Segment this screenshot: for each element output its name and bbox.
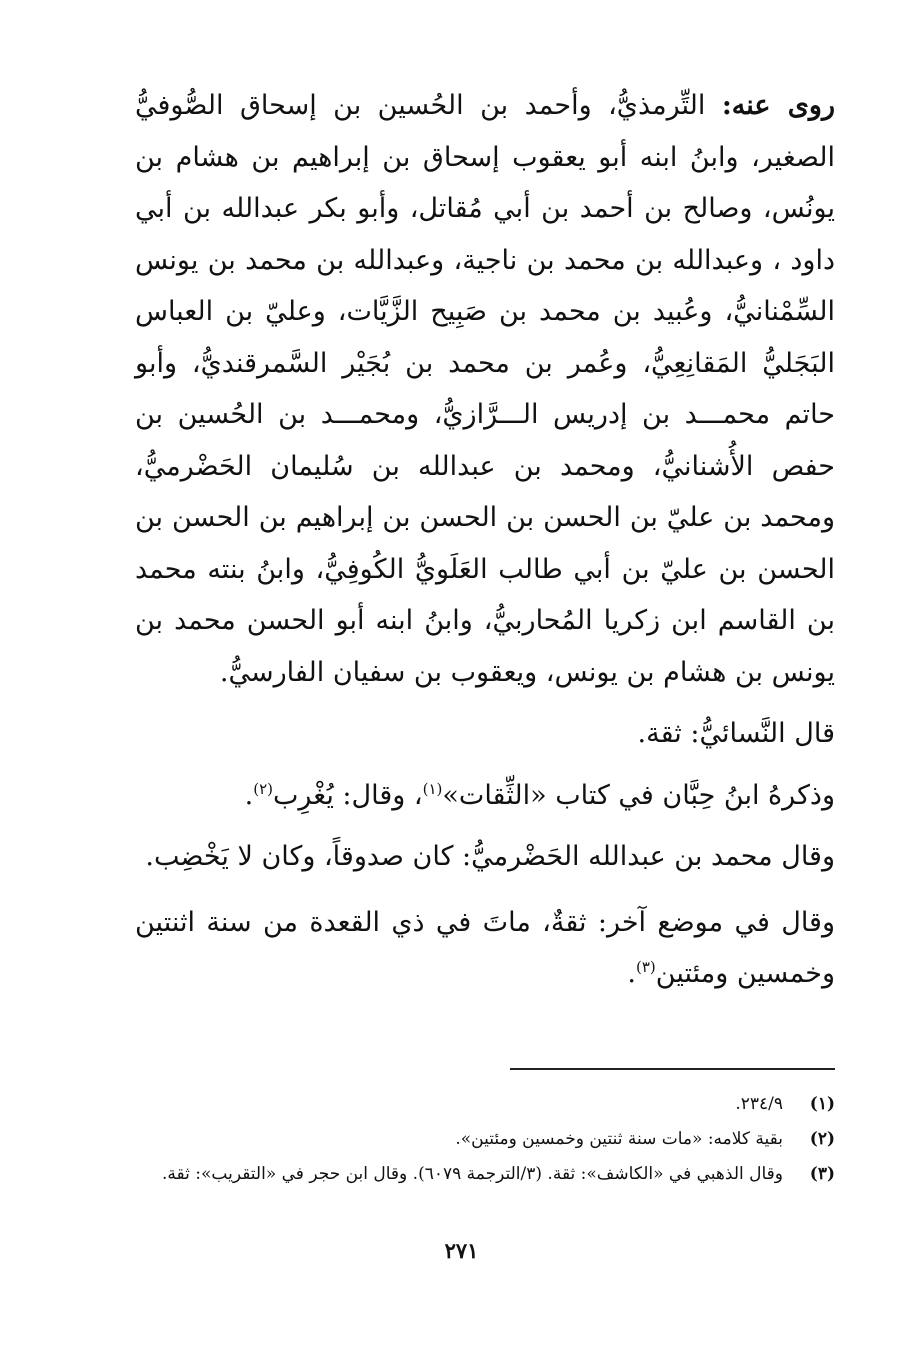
footnote-number: (١) <box>809 1094 835 1114</box>
narrators-list: التِّرمذيُّ، وأحمد بن الحُسين بن إسحاق الصُّوفيُّ الصغير، وابنُ ابنه أبو يعقوب إسحاق بن إبراهيم بن هشام بن يونُس، وصالح بن أحمد بن أبي مُقاتل، وأبو بكر عبدالله بن أبي داود ، وعبدالله بن محمد بن ناجية، وعبدالله بن محمد بن يونس السِّمْنانيُّ، وعُبيد بن محمد بن صَبِيح الزَّيَّات، وعليّ بن العباس البَجَليُّ المَقانِعِيُّ، وعُمر بن محمد بن بُجَيْر السَّمرقنديُّ، وأبو حاتم محمـــد بن إدريس الـــرَّازيُّ، ومحمـــد بن الحُسين بن حفص الأُشنانيُّ، ومحمد بن عبدالله بن سُليمان الحَضْرميُّ، ومحمد بن عليّ بن الحسن بن الحسن بن إبراهيم بن الحسن بن الحسن بن عليّ بن أبي طالب العَلَويُّ الكُوفِيُّ، وابنُ بنته محمد بن القاسم ابن زكريا المُحاربيُّ، وابنُ ابنه أبو الحسن محمد بن يونس بن هشام بن يونس، ويعقوب بن سفيان الفارسيُّ. <box>135 90 835 688</box>
ibn-hibban-text-c: . <box>244 779 254 811</box>
main-text <box>135 80 835 1000</box>
footnote-item <box>135 1090 835 1119</box>
death-text-a: وقال في موضع آخر: ثقةٌ، ماتَ في ذي القعدة من سنة اثنتين وخمسين ومئتين <box>135 906 835 989</box>
footnotes <box>135 1090 835 1195</box>
footnote-divider <box>510 1068 835 1070</box>
footnote-ref-3[interactable]: (٣) <box>636 958 656 976</box>
narrators-heading: روى عنه: <box>721 90 836 121</box>
narrators-paragraph <box>135 80 835 698</box>
footnote-text: ٢٣٤/٩. <box>735 1094 783 1114</box>
hadrami-text: وقال محمد بن عبدالله الحَضْرميُّ: كان صدوقاً، وكان لا يَخْضِب. <box>145 841 835 872</box>
ibn-hibban-text-b: ، وقال: يُغْرِب <box>272 779 423 811</box>
ibn-hibban-text-a: وذكرهُ ابنُ حِبَّان في كتاب «الثِّقات» <box>442 779 835 811</box>
death-paragraph <box>135 897 835 1000</box>
footnote-text: بقية كلامه: «مات سنة ثنتين وخمسين ومئتين». <box>455 1129 783 1149</box>
ibn-hibban-paragraph <box>135 770 835 822</box>
nasai-text: قال النَّسائيُّ: ثقة. <box>637 718 835 749</box>
page-number: ٢٧١ <box>444 1238 479 1263</box>
footnote-item <box>135 1125 835 1154</box>
footnote-ref-2[interactable]: (٢) <box>253 779 273 798</box>
footnote-ref-1[interactable]: (١) <box>422 779 443 798</box>
death-text-b: . <box>627 958 636 989</box>
nasai-paragraph <box>135 708 835 760</box>
footnote-number: (٢) <box>809 1129 835 1149</box>
footnote-number: (٣) <box>809 1164 835 1184</box>
footnote-text: وقال الذهبي في «الكاشف»: ثقة. (٣/الترجمة ٦٠٧٩). وقال ابن حجر في «التقريب»: ثقة. <box>162 1164 783 1184</box>
hadrami-paragraph <box>135 831 835 883</box>
footnote-item <box>135 1160 835 1189</box>
